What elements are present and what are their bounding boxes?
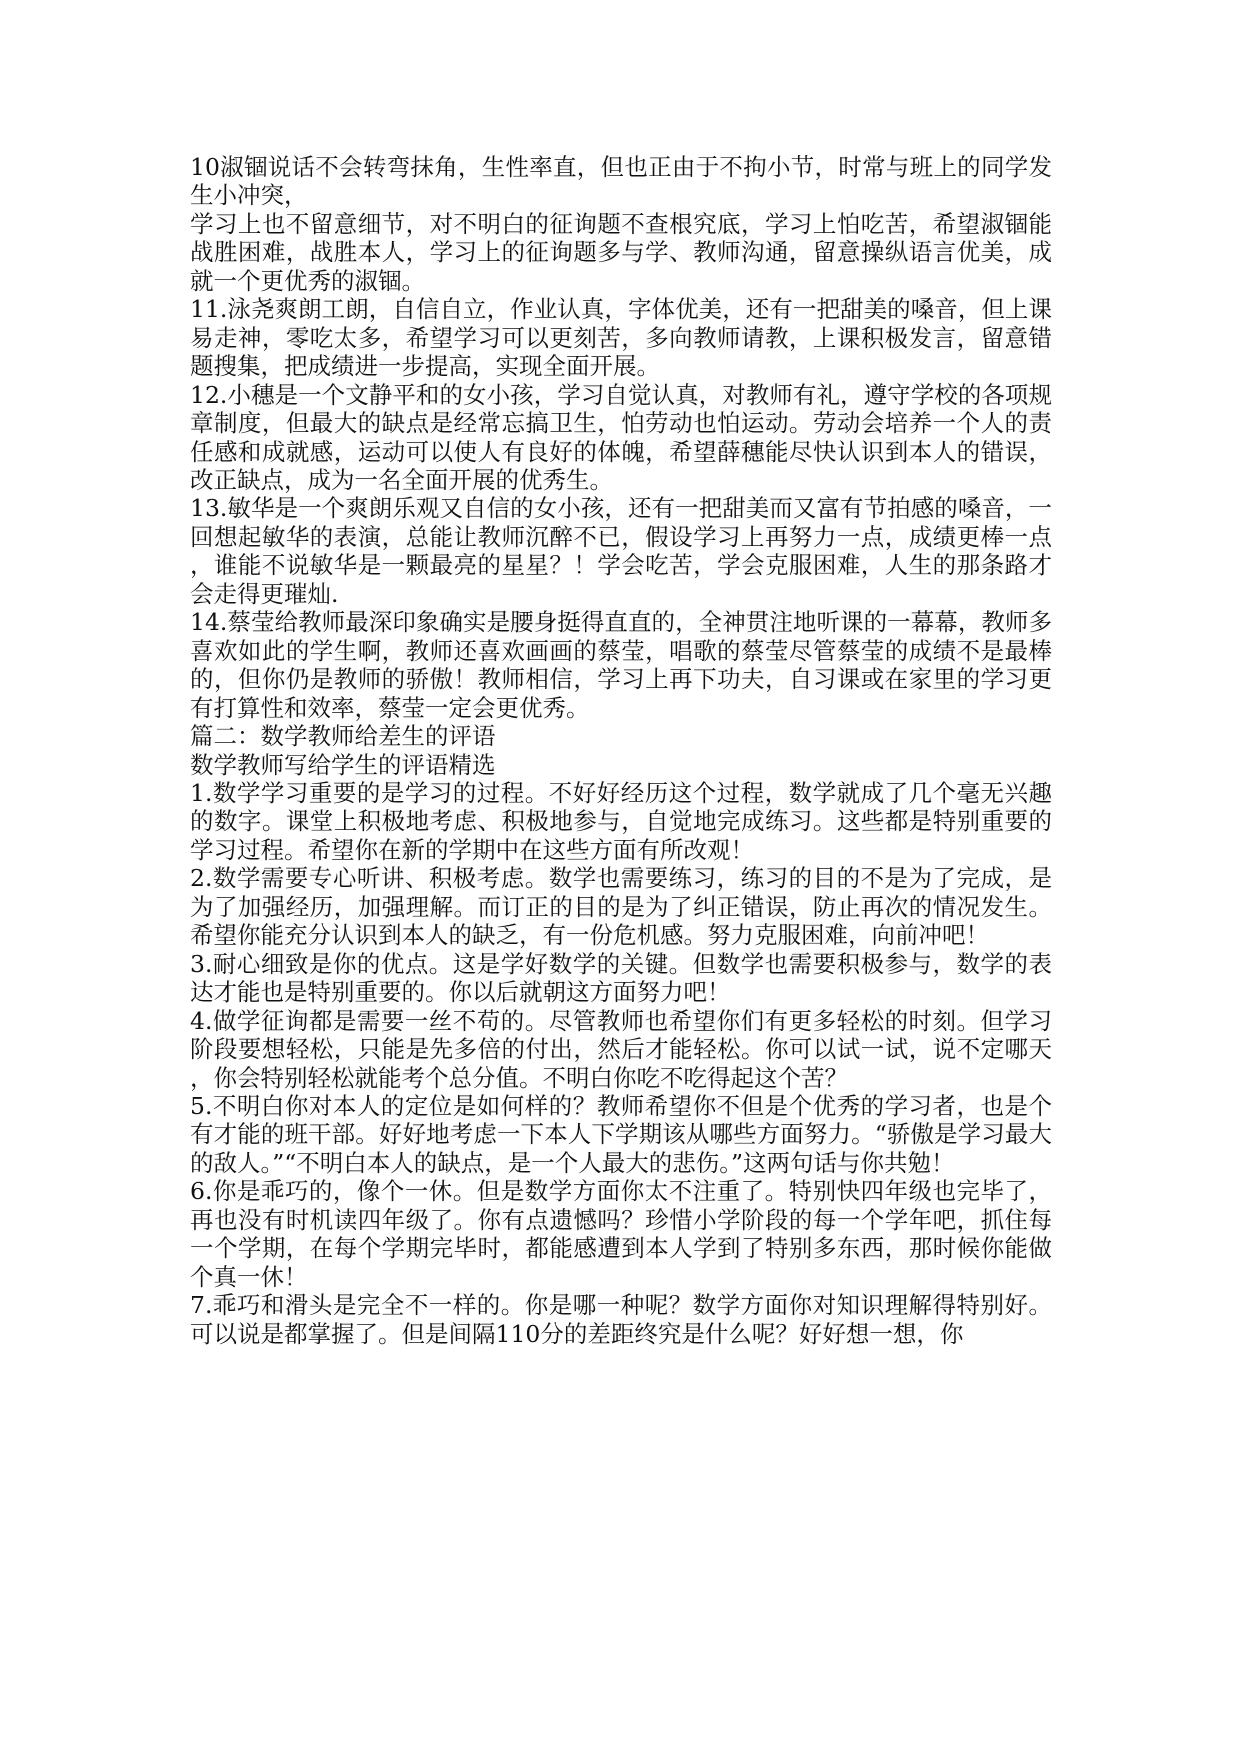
paragraph-11-yongyao: 11.泳尧爽朗工朗，自信自立，作业认真，字体优美，还有一把甜美的嗓音，但上课易走神，零吃太多，希望学习可以更刻苦，多向教师请教，上课积极发言，留意错题搜集，把成绩进一步提高，实现全面开展。 — [190, 295, 1052, 381]
paragraph-14-caiying: 14.蔡莹给教师最深印象确实是腰身挺得直直的，全神贯注地听课的一幕幕，教师多喜欢如此的学生啊，教师还喜欢画画的蔡莹，唱歌的蔡莹尽管蔡莹的成绩不是最棒的，但你仍是教师的骄傲！教师相信，学习上再下功夫，自习课或在家里的学习更有打算性和效率，蔡莹一定会更优秀。 — [190, 608, 1052, 722]
comment-item-6: 6.你是乖巧的，像个一休。但是数学方面你太不注重了。特别快四年级也完毕了，再也没有时机读四年级了。你有点遗憾吗？珍惜小学阶段的每一个学年吧，抓住每一个学期，在每个学期完毕时，都能感遭到本人学到了特别多东西，那时候你能做个真一休！ — [190, 1177, 1052, 1291]
comment-item-7: 7.乖巧和滑头是完全不一样的。你是哪一种呢？数学方面你对知识理解得特别好。可以说是都掌握了。但是间隔110分的差距终究是什么呢？好好想一想，你 — [190, 1291, 1052, 1348]
comment-item-2: 2.数学需要专心听讲、积极考虑。数学也需要练习，练习的目的不是为了完成，是为了加强经历，加强理解。而订正的目的是为了纠正错误，防止再次的情况发生。希望你能充分认识到本人的缺乏，有一份危机感。努力克服困难，向前冲吧！ — [190, 864, 1052, 950]
comment-item-4: 4.做学征询都是需要一丝不苟的。尽管教师也希望你们有更多轻松的时刻。但学习阶段要想轻松，只能是先多倍的付出，然后才能轻松。你可以试一试，说不定哪天，你会特别轻松就能考个总分值。不明白你吃不吃得起这个苦？ — [190, 1006, 1052, 1092]
section-heading-part-two: 篇二：数学教师给差生的评语 — [190, 722, 496, 751]
comment-item-5: 5.不明白你对本人的定位是如何样的？教师希望你不但是个优秀的学习者，也是个有才能的班干部。好好地考虑一下本人下学期该从哪些方面努力。“骄傲是学习最大的敌人。”“不明白本人的缺点，是一个人最大的悲伤。”这两句话与你共勉！ — [190, 1091, 1052, 1177]
paragraph-13-minhua: 13.敏华是一个爽朗乐观又自信的女小孩，还有一把甜美而又富有节拍感的嗓音，一回想起敏华的表演，总能让教师沉醉不已，假设学习上再努力一点，成绩更棒一点，谁能不说敏华是一颗最亮的星星？！学会吃苦，学会克服困难，人生的那条路才会走得更璀灿. — [190, 494, 1052, 608]
document-body — [190, 153, 1052, 1348]
comment-item-1: 1.数学学习重要的是学习的过程。不好好经历这个过程，数学就成了几个毫无兴趣的数字。课堂上积极地考虑、积极地参与，自觉地完成练习。这些都是特别重要的学习过程。希望你在新的学期中在这些方面有所改观！ — [190, 778, 1052, 864]
paragraph-10-shugu: 10淑锢说话不会转弯抹角，生性率直，但也正由于不拘小节，时常与班上的同学发生小冲突， — [190, 153, 1052, 210]
comment-item-3: 3.耐心细致是你的优点。这是学好数学的关键。但数学也需要积极参与，数学的表达才能也是特别重要的。你以后就朝这方面努力吧！ — [190, 949, 1052, 1007]
paragraph-10-shugu-continued: 学习上也不留意细节，对不明白的征询题不查根究底，学习上怕吃苦，希望淑锢能战胜困难，战胜本人，学习上的征询题多与学、教师沟通，留意操纵语言优美，成就一个更优秀的淑锢。 — [190, 209, 1052, 295]
paragraph-12-xiaosui: 12.小穗是一个文静平和的女小孩，学习自觉认真，对教师有礼，遵守学校的各项规章制度，但最大的缺点是经常忘搞卫生，怕劳动也怕运动。劳动会培养一个人的责任感和成就感，运动可以使人有良好的体魄，希望薛穗能尽快认识到本人的错误，改正缺点，成为一名全面开展的优秀生。 — [190, 380, 1052, 494]
section-subheading: 数学教师写给学生的评语精选 — [190, 750, 496, 779]
